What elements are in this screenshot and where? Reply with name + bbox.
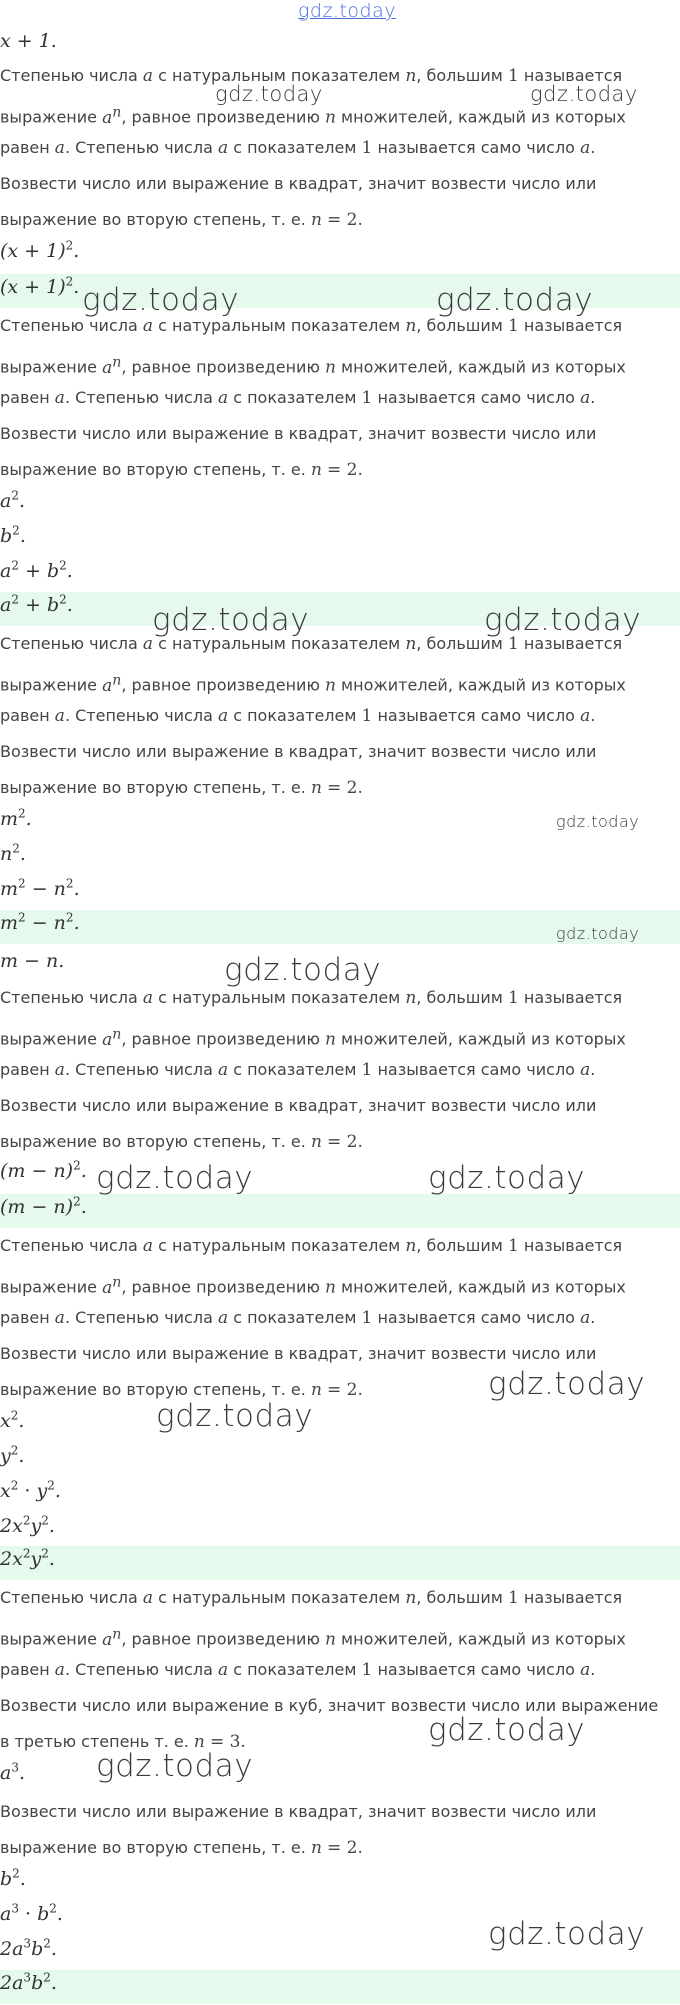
theory-line-5: выражение во вторую степень, т. е. n = 2. — [0, 1380, 363, 1400]
step-y2: $y^2$. — [0, 1443, 25, 1467]
watermark: gdz.today — [530, 82, 638, 106]
watermark: gdz.today — [556, 924, 640, 943]
watermark: gdz.today — [488, 1366, 646, 1402]
theory-line-2: выражение $a^n$, равное произведению n множителей, каждый из которых — [0, 1026, 626, 1050]
answer-1: $(x + 1)^2$. — [0, 274, 80, 298]
watermark: gdz.today — [215, 82, 323, 106]
theory-line-1: Степенью числа a с натуральным показателем n, большим 1 называется — [0, 1588, 623, 1608]
theory-line-4: Возвести число или выражение в квадрат, значит возвести число или — [0, 1802, 597, 1821]
theory-line-1: Степенью числа a с натуральным показателем n, большим 1 называется — [0, 988, 623, 1008]
step-square-x1: $(x + 1)^2$. — [0, 238, 80, 262]
theory-line-5: выражение во вторую степень, т. е. n = 2. — [0, 460, 363, 480]
theory-line-5: выражение во вторую степень, т. е. n = 2. — [0, 778, 363, 798]
theory-line-1: Степенью числа a с натуральным показателем n, большим 1 называется — [0, 66, 623, 86]
theory-line-3: равен a. Степенью числа a с показателем 1 называется само число a. — [0, 1660, 596, 1680]
theory-line-1: Степенью числа a с натуральным показателем n, большим 1 называется — [0, 634, 623, 654]
theory-line-3: равен a. Степенью числа a с показателем 1 называется само число a. — [0, 706, 596, 726]
theory-line-2: выражение $a^n$, равное произведению n множителей, каждый из которых — [0, 104, 626, 128]
step-2a3b2: $2a^3b^2$. — [0, 1936, 57, 1960]
watermark: gdz.today — [82, 282, 240, 318]
theory-line-1: Степенью числа a с натуральным показателем n, большим 1 называется — [0, 316, 623, 336]
theory-line-2: выражение $a^n$, равное произведению n множителей, каждый из которых — [0, 1626, 626, 1650]
watermark: gdz.today — [224, 952, 382, 988]
theory-line-2: выражение $a^n$, равное произведению n множителей, каждый из которых — [0, 672, 626, 696]
answer-6: $2a^3b^2$. — [0, 1970, 57, 1994]
theory-line-4: Возвести число или выражение в квадрат, значит возвести число или — [0, 174, 597, 193]
theory-line-4: Возвести число или выражение в квадрат, значит возвести число или — [0, 424, 597, 443]
step-b2: $b^2$. — [0, 1866, 26, 1890]
step-m2: $m^2$. — [0, 806, 32, 830]
step-square-m-minus-n: $(m - n)^2$. — [0, 1158, 87, 1182]
watermark: gdz.today — [484, 602, 642, 638]
step-a2: $a^2$. — [0, 488, 26, 512]
step-x2: $x^2$. — [0, 1408, 25, 1432]
watermark: gdz.today — [156, 1398, 314, 1434]
theory-line-5: выражение во вторую степень, т. е. n = 2. — [0, 1132, 363, 1152]
step-a3: $a^3$. — [0, 1760, 26, 1784]
theory-line-4: Возвести число или выражение в квадрат, значит возвести число или — [0, 1096, 597, 1115]
answer-5: $2x^2y^2$. — [0, 1546, 55, 1570]
step-n2: $n^2$. — [0, 841, 26, 865]
theory-line-2: выражение $a^n$, равное произведению n множителей, каждый из которых — [0, 1274, 626, 1298]
step-a3-dot-b2: $a^3 \cdot b^2$. — [0, 1901, 63, 1925]
header-site-link[interactable]: gdz.today — [298, 0, 396, 22]
theory-line-2: выражение $a^n$, равное произведению n множителей, каждый из которых — [0, 354, 626, 378]
watermark: gdz.today — [96, 1748, 254, 1784]
step-m-minus-n: m − n. — [0, 950, 65, 972]
theory-line-5: выражение во вторую степень, т. е. n = 2. — [0, 1838, 363, 1858]
step-x2-dot-y2: $x^2 \cdot y^2$. — [0, 1478, 61, 1502]
answer-4: $(m - n)^2$. — [0, 1194, 87, 1218]
answer-band-5 — [0, 1546, 680, 1580]
theory-line-3: равен a. Степенью числа a с показателем 1 называется само число a. — [0, 1308, 596, 1328]
watermark: gdz.today — [488, 1916, 646, 1952]
step-x-plus-1: x + 1. — [0, 30, 57, 52]
watermark: gdz.today — [96, 1160, 254, 1196]
answer-band-4 — [0, 1194, 680, 1228]
watermark: gdz.today — [428, 1712, 586, 1748]
theory-line-3: равен a. Степенью числа a с показателем 1 называется само число a. — [0, 388, 596, 408]
step-2x2y2: $2x^2y^2$. — [0, 1513, 55, 1537]
step-a2-plus-b2: $a^2 + b^2$. — [0, 558, 73, 582]
theory-line-1: Степенью числа a с натуральным показателем n, большим 1 называется — [0, 1236, 623, 1256]
step-b2: $b^2$. — [0, 523, 26, 547]
theory-cube-line-2: в третью степень т. е. n = 3. — [0, 1732, 246, 1752]
step-m2-minus-n2: $m^2 - n^2$. — [0, 876, 80, 900]
answer-3: $m^2 - n^2$. — [0, 910, 80, 934]
watermark: gdz.today — [428, 1160, 586, 1196]
theory-line-4: Возвести число или выражение в квадрат, значит возвести число или — [0, 1344, 597, 1363]
theory-cube-line-1: Возвести число или выражение в куб, значит возвести число или выражение — [0, 1696, 659, 1715]
theory-line-4: Возвести число или выражение в квадрат, значит возвести число или — [0, 742, 597, 761]
theory-line-3: равен a. Степенью числа a с показателем 1 называется само число a. — [0, 138, 596, 158]
answer-band-6 — [0, 1970, 680, 2004]
watermark: gdz.today — [152, 602, 310, 638]
watermark: gdz.today — [556, 812, 640, 831]
theory-line-5: выражение во вторую степень, т. е. n = 2. — [0, 210, 363, 230]
watermark: gdz.today — [436, 282, 594, 318]
answer-2: $a^2 + b^2$. — [0, 592, 73, 616]
theory-line-3: равен a. Степенью числа a с показателем 1 называется само число a. — [0, 1060, 596, 1080]
